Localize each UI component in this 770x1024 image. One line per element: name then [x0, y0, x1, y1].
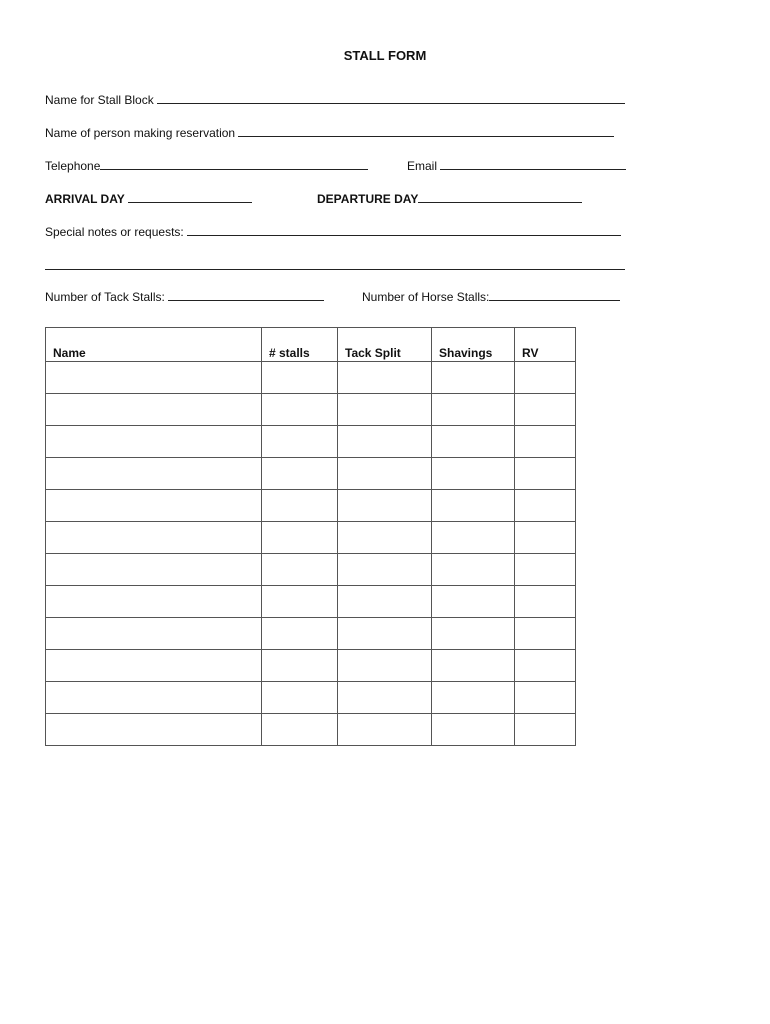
rv-cell[interactable]: [515, 490, 576, 522]
shavings-cell[interactable]: [432, 618, 515, 650]
departure-field[interactable]: [418, 191, 582, 203]
name-cell[interactable]: [46, 714, 262, 746]
name-cell[interactable]: [46, 394, 262, 426]
table-row: [46, 586, 576, 618]
table-row: [46, 714, 576, 746]
notes-continuation-row: [45, 258, 625, 273]
stall-block-field[interactable]: [157, 92, 625, 104]
telephone-row: [45, 158, 368, 173]
horse-stalls-label: Number of Horse Stalls:: [362, 290, 490, 304]
tack-stalls-row: [45, 289, 324, 304]
rv-cell[interactable]: [515, 714, 576, 746]
rv-cell[interactable]: [515, 394, 576, 426]
table-row: [46, 618, 576, 650]
rv-cell[interactable]: [515, 458, 576, 490]
tack-split-cell[interactable]: [338, 554, 432, 586]
shavings-cell[interactable]: [432, 650, 515, 682]
form-title: STALL FORM: [343, 48, 427, 63]
tack-split-cell[interactable]: [338, 586, 432, 618]
stall-table: [45, 327, 576, 746]
shavings-cell[interactable]: [432, 426, 515, 458]
name-cell[interactable]: [46, 682, 262, 714]
stalls-cell[interactable]: [262, 554, 338, 586]
table-row: [46, 522, 576, 554]
shavings-cell[interactable]: [432, 714, 515, 746]
tack-split-cell[interactable]: [338, 682, 432, 714]
table-row: [46, 394, 576, 426]
stalls-cell[interactable]: [262, 362, 338, 394]
shavings-cell[interactable]: [432, 458, 515, 490]
notes-row: [45, 224, 621, 239]
header-shavings: Shavings: [432, 328, 515, 362]
shavings-cell[interactable]: [432, 362, 515, 394]
arrival-label: ARRIVAL DAY: [45, 192, 125, 206]
tack-split-cell[interactable]: [338, 650, 432, 682]
email-row: [407, 158, 626, 173]
tack-split-cell[interactable]: [338, 490, 432, 522]
horse-stalls-field[interactable]: [489, 289, 620, 301]
departure-row: [317, 191, 582, 206]
table-row: [46, 554, 576, 586]
name-cell[interactable]: [46, 522, 262, 554]
arrival-field[interactable]: [128, 191, 252, 203]
header-tack-split: Tack Split: [338, 328, 432, 362]
name-cell[interactable]: [46, 586, 262, 618]
stalls-cell[interactable]: [262, 586, 338, 618]
stall-block-label: Name for Stall Block: [45, 93, 154, 107]
header-rv: RV: [515, 328, 576, 362]
name-cell[interactable]: [46, 554, 262, 586]
rv-cell[interactable]: [515, 586, 576, 618]
telephone-label: Telephone: [45, 159, 101, 173]
notes-continuation-field[interactable]: [45, 258, 625, 270]
stalls-cell[interactable]: [262, 714, 338, 746]
notes-field[interactable]: [187, 224, 621, 236]
tack-split-cell[interactable]: [338, 714, 432, 746]
stalls-cell[interactable]: [262, 682, 338, 714]
tack-stalls-label: Number of Tack Stalls:: [45, 290, 165, 304]
person-field[interactable]: [238, 125, 614, 137]
table-row: [46, 458, 576, 490]
departure-label: DEPARTURE DAY: [317, 192, 419, 206]
notes-label: Special notes or requests:: [45, 225, 184, 239]
stalls-cell[interactable]: [262, 618, 338, 650]
stalls-cell[interactable]: [262, 490, 338, 522]
stalls-cell[interactable]: [262, 522, 338, 554]
rv-cell[interactable]: [515, 618, 576, 650]
header-stalls: # stalls: [262, 328, 338, 362]
rv-cell[interactable]: [515, 650, 576, 682]
arrival-row: [45, 191, 252, 206]
stalls-cell[interactable]: [262, 458, 338, 490]
shavings-cell[interactable]: [432, 554, 515, 586]
shavings-cell[interactable]: [432, 682, 515, 714]
tack-split-cell[interactable]: [338, 458, 432, 490]
stall-block-row: [45, 92, 625, 107]
table-header-row: [46, 328, 576, 362]
name-cell[interactable]: [46, 650, 262, 682]
email-field[interactable]: [440, 158, 626, 170]
stalls-cell[interactable]: [262, 426, 338, 458]
person-label: Name of person making reservation: [45, 126, 236, 140]
tack-split-cell[interactable]: [338, 394, 432, 426]
name-cell[interactable]: [46, 458, 262, 490]
rv-cell[interactable]: [515, 426, 576, 458]
table-row: [46, 426, 576, 458]
shavings-cell[interactable]: [432, 522, 515, 554]
shavings-cell[interactable]: [432, 394, 515, 426]
stalls-cell[interactable]: [262, 394, 338, 426]
name-cell[interactable]: [46, 426, 262, 458]
table-row: [46, 650, 576, 682]
stalls-cell[interactable]: [262, 650, 338, 682]
email-label: Email: [407, 159, 438, 173]
tack-stalls-field[interactable]: [168, 289, 324, 301]
tack-split-cell[interactable]: [338, 618, 432, 650]
rv-cell[interactable]: [515, 554, 576, 586]
tack-split-cell[interactable]: [338, 362, 432, 394]
tack-split-cell[interactable]: [338, 522, 432, 554]
person-row: [45, 125, 614, 140]
rv-cell[interactable]: [515, 362, 576, 394]
shavings-cell[interactable]: [432, 490, 515, 522]
rv-cell[interactable]: [515, 522, 576, 554]
table-row: [46, 682, 576, 714]
name-cell[interactable]: [46, 490, 262, 522]
name-cell[interactable]: [46, 618, 262, 650]
tack-split-cell[interactable]: [338, 426, 432, 458]
name-cell[interactable]: [46, 362, 262, 394]
telephone-field[interactable]: [100, 158, 368, 170]
rv-cell[interactable]: [515, 682, 576, 714]
table-row: [46, 490, 576, 522]
table-row: [46, 362, 576, 394]
header-name: Name: [46, 328, 262, 362]
horse-stalls-row: [362, 289, 620, 304]
shavings-cell[interactable]: [432, 586, 515, 618]
